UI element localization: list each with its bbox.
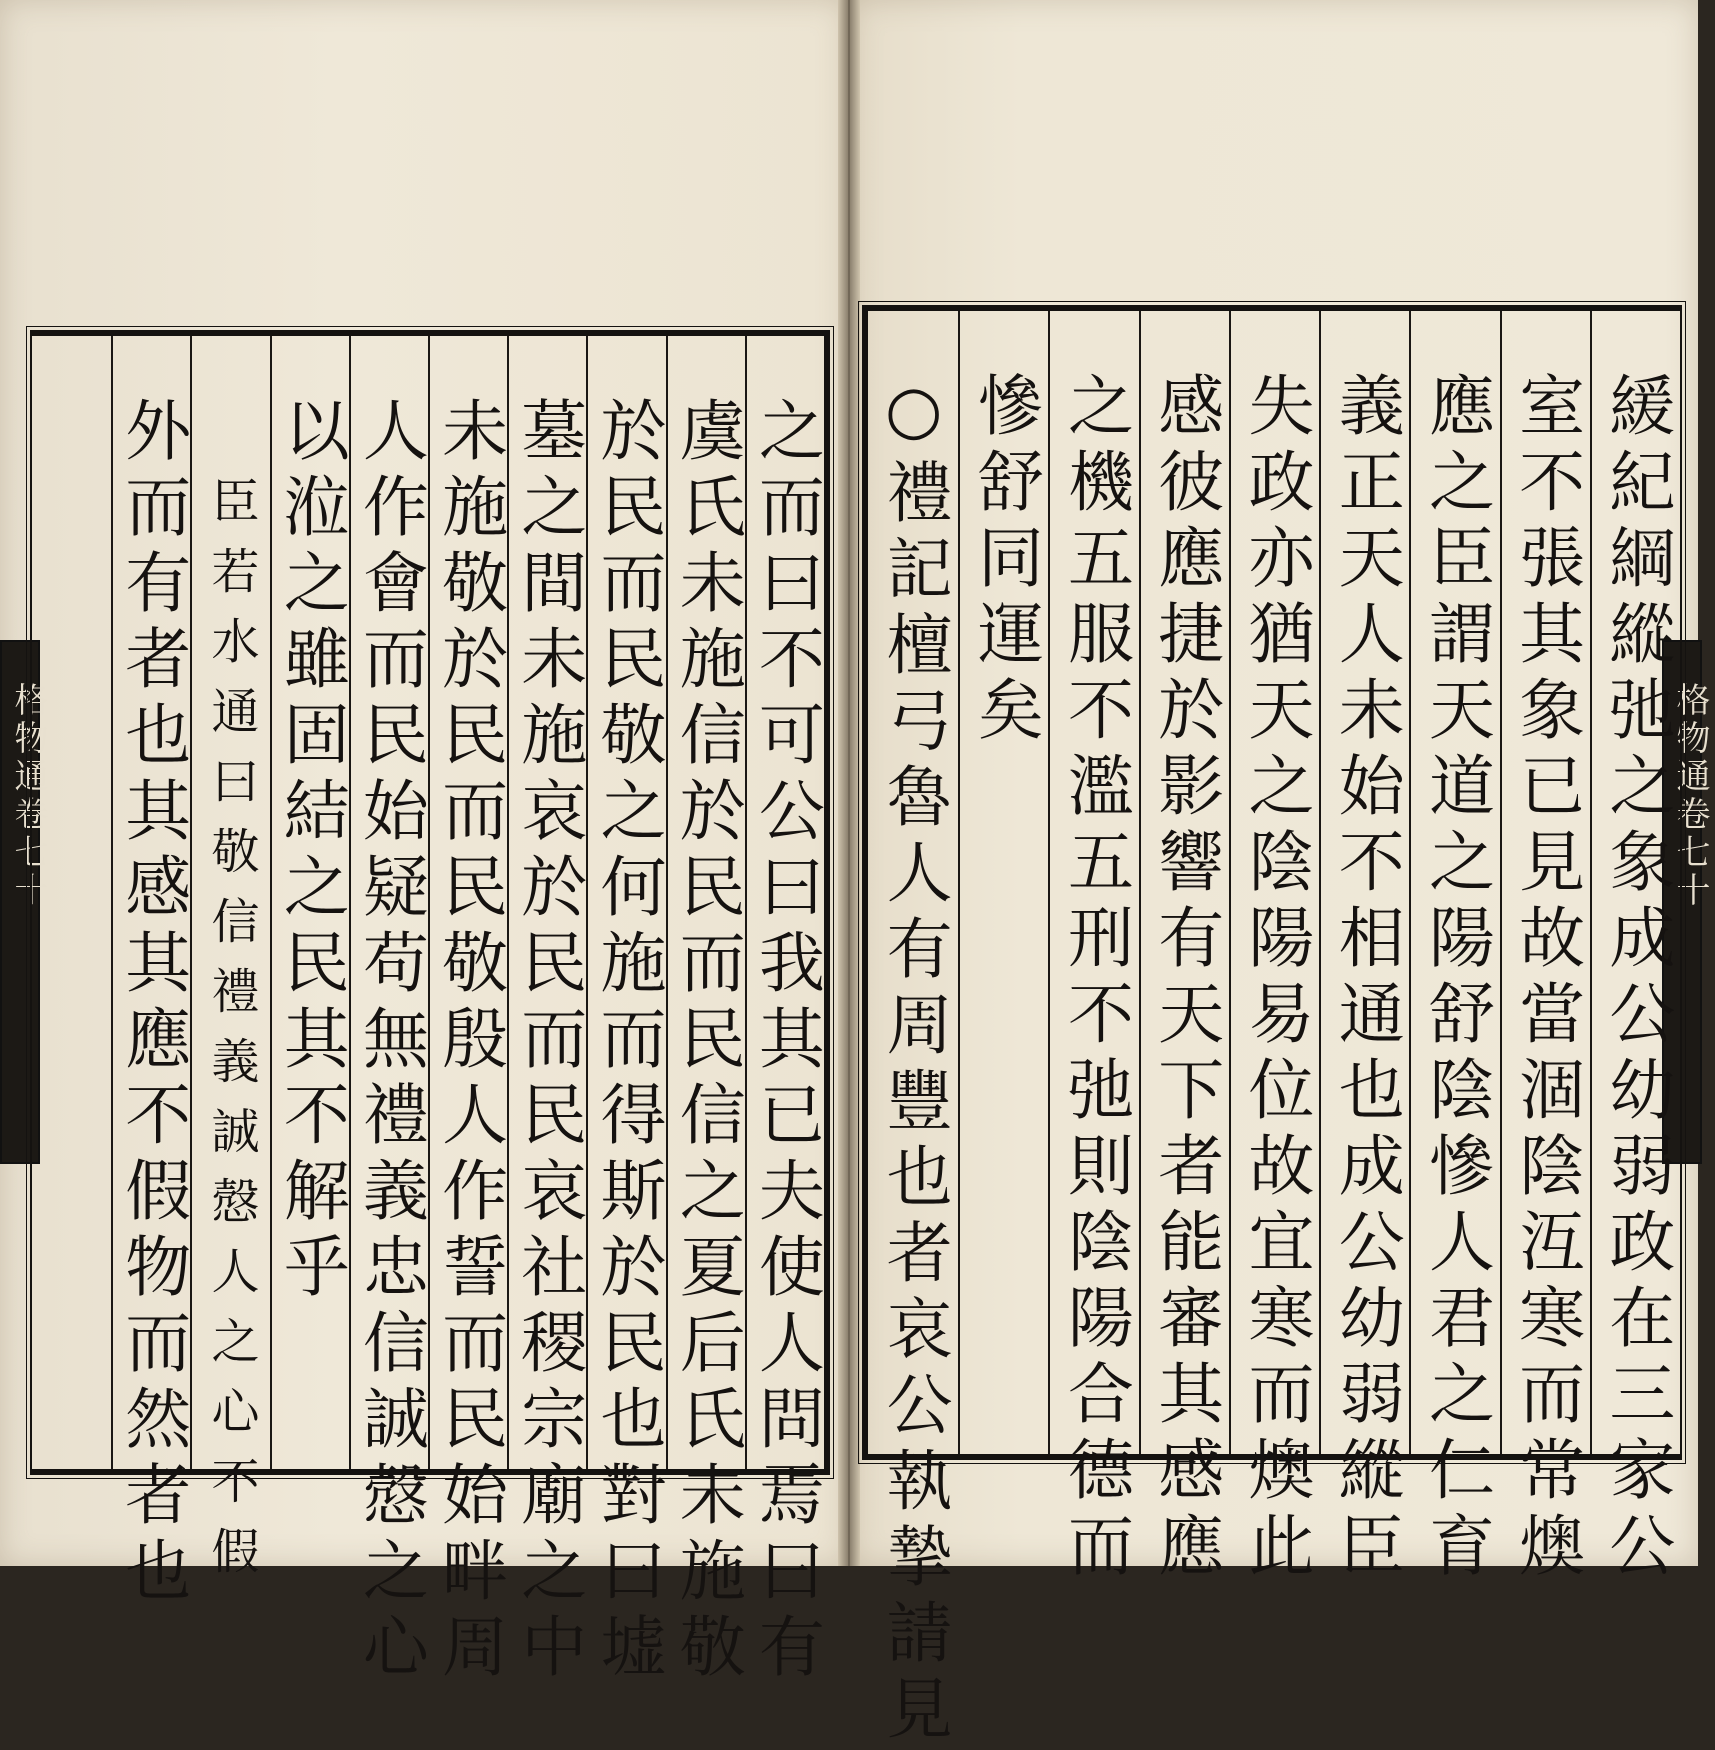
right-text-frame	[862, 305, 1682, 1750]
left-column-text: 於民而民敬之何施而得斯於民也對曰墟	[588, 396, 666, 1688]
right-column	[1590, 311, 1680, 1587]
left-margin-label: 格物通卷七十	[8, 682, 48, 910]
left-column	[507, 336, 587, 1688]
left-column	[190, 336, 269, 1596]
left-column	[270, 336, 349, 1469]
right-column-text: 應之臣謂天道之陽舒陰慘人君之仁育	[1417, 371, 1495, 1587]
left-column-text: 墓之間未施哀於民而民哀社稷宗廟之中	[509, 396, 587, 1688]
right-column-text: 感彼應捷於影響有天下者能審其感應	[1146, 371, 1224, 1587]
left-column	[745, 336, 825, 1688]
left-column	[349, 336, 429, 1688]
right-column	[1409, 311, 1499, 1587]
right-column-text: 慘舒同運矣	[966, 371, 1044, 751]
left-column	[666, 336, 746, 1688]
right-column-text: 緩紀綱縱弛之象成公幼弱政在三家公	[1597, 371, 1675, 1587]
left-text-frame	[30, 330, 830, 1688]
right-column	[1319, 311, 1409, 1587]
right-column-text: ○禮記檀弓魯人有周豐也者哀公執摯請見	[875, 371, 953, 1750]
right-column-text: 室不張其象已見故當涸陰沍寒而常燠	[1507, 371, 1585, 1587]
right-column	[1139, 311, 1229, 1587]
left-column-text: 人作會而民始疑苟無禮義忠信誠慤之心	[351, 396, 429, 1688]
right-column-text: 失政亦猶天之陰陽易位故宜寒而燠此	[1236, 371, 1314, 1587]
left-column-text: 虞氏未施信於民而民信之夏后氏未施敬	[668, 396, 746, 1688]
right-column	[1048, 311, 1138, 1587]
right-column	[958, 311, 1048, 1454]
right-column	[1500, 311, 1590, 1587]
right-column	[868, 311, 958, 1750]
book-gutter	[838, 0, 860, 1566]
left-column-text: 未施敬於民而民敬殷人作誓而民始畔周	[430, 396, 508, 1688]
left-column	[32, 336, 111, 1469]
right-column-text: 義正天人未始不相通也成公幼弱縱臣	[1327, 371, 1405, 1587]
left-column-text: 以涖之雖固結之民其不解乎	[272, 396, 350, 1308]
left-column	[111, 336, 191, 1612]
left-column-text: 外而有者也其感其應不假物而然者也	[113, 396, 191, 1612]
right-margin-label: 格物通卷七十	[1670, 682, 1710, 910]
left-column-text: 之而曰不可公曰我其已夫使人問焉曰有	[747, 396, 825, 1688]
left-column-text: 臣若水通曰敬信禮義誠慤人之心不假	[202, 476, 259, 1596]
left-column	[428, 336, 508, 1688]
left-column	[586, 336, 666, 1688]
right-column-text: 之機五服不濫五刑不弛則陰陽合德而	[1056, 371, 1134, 1587]
right-column	[1229, 311, 1319, 1587]
